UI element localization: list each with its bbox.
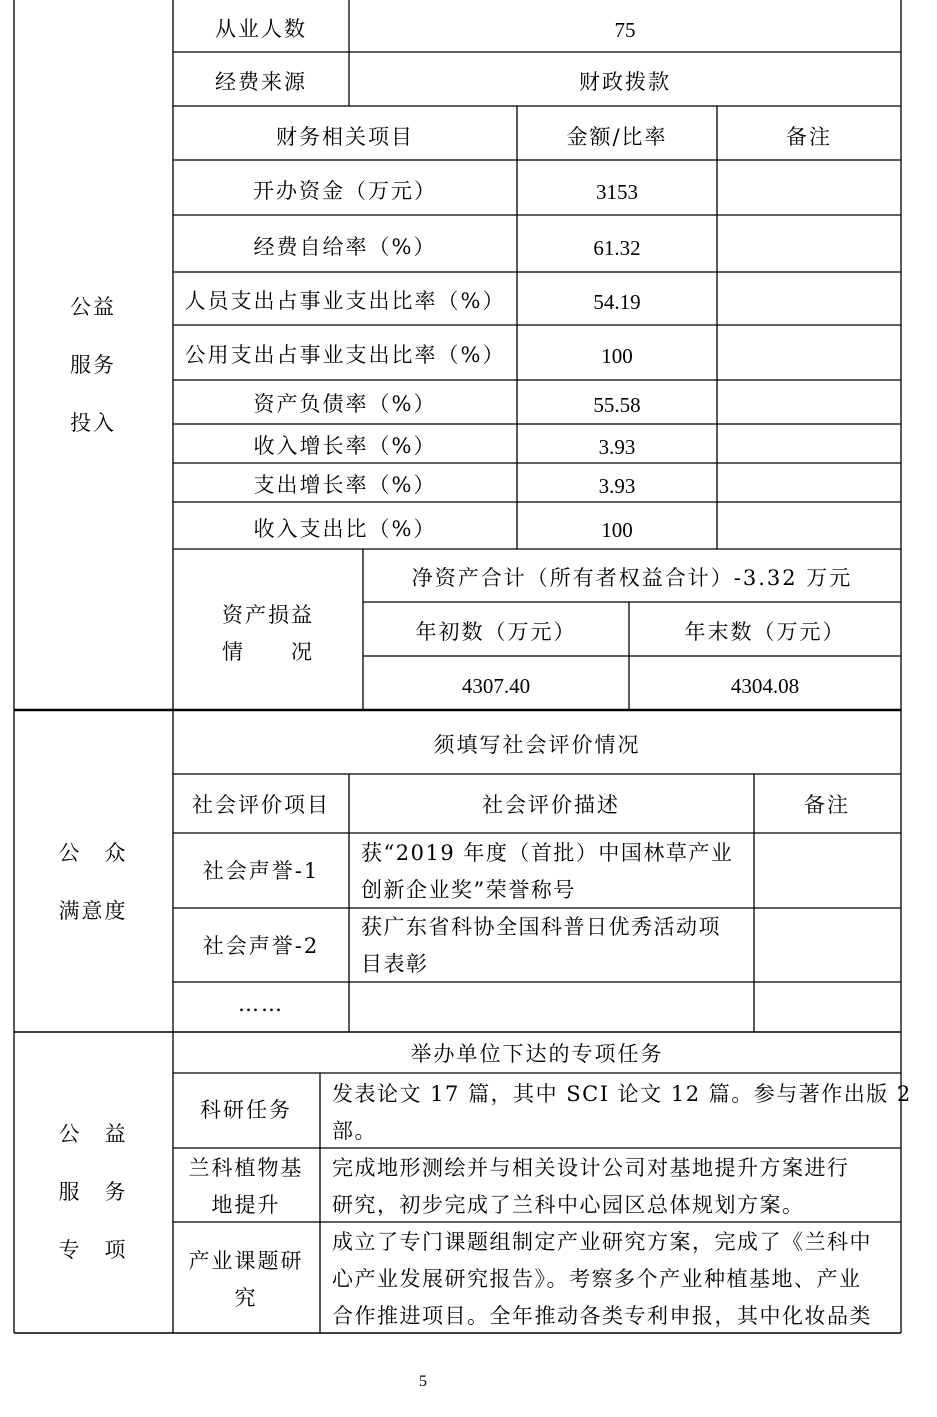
fin-row-value: 3.93 bbox=[598, 435, 636, 459]
task-item-line: 产业课题研 bbox=[188, 1249, 304, 1273]
satisfaction-title: 须填写社会评价情况 bbox=[433, 733, 641, 757]
fin-row-value: 3.93 bbox=[598, 474, 636, 498]
fin-row-value: 61.32 bbox=[593, 236, 641, 260]
eval-row-item: 社会声誉-2 bbox=[202, 934, 320, 958]
task-desc-line: 完成地形测绘并与相关设计公司对基地提升方案进行 bbox=[332, 1156, 850, 1180]
task-desc-line: 心产业发展研究报告》。考察多个产业种植基地、产业 bbox=[332, 1267, 862, 1291]
net-assets-total: 净资产合计（所有者权益合计）-3.32 万元 bbox=[411, 566, 853, 590]
task-desc-line: 成立了专门课题组制定产业研究方案，完成了《兰科中 bbox=[332, 1230, 872, 1254]
task-desc-line: 研究，初步完成了兰科中心园区总体规划方案。 bbox=[332, 1193, 805, 1217]
fin-row-item: 开办资金（万元） bbox=[253, 179, 437, 203]
eval-header-item: 社会评价项目 bbox=[192, 793, 330, 817]
eval-header-note: 备注 bbox=[804, 793, 850, 817]
eval-row-desc bbox=[361, 909, 721, 983]
task-desc-line: 发表论文 17 篇，其中 SCI 论文 12 篇。参与著作出版 2 bbox=[332, 1082, 912, 1106]
task-item-line: 兰科植物基 bbox=[188, 1156, 304, 1180]
task-desc-line: 部。 bbox=[332, 1119, 377, 1143]
eval-desc-line: 目表彰 bbox=[361, 952, 429, 976]
task-desc bbox=[332, 1150, 850, 1224]
year-end-value: 4304.08 bbox=[730, 674, 800, 698]
funding-source-label: 经费来源 bbox=[215, 70, 307, 94]
asset-label-line: 资产损益 bbox=[222, 603, 314, 627]
fin-row-item: 收入支出比（%） bbox=[253, 517, 437, 541]
section-label-line: 公 众 bbox=[58, 841, 128, 865]
task-item bbox=[189, 1150, 304, 1224]
section-label-line: 公 益 bbox=[58, 1122, 128, 1146]
task-desc bbox=[332, 1076, 912, 1150]
year-start-label: 年初数（万元） bbox=[415, 620, 577, 644]
fin-row-item: 收入增长率（%） bbox=[253, 434, 437, 458]
staff-count-label: 从业人数 bbox=[215, 17, 307, 41]
fin-row-value: 100 bbox=[601, 344, 633, 368]
fin-header-item: 财务相关项目 bbox=[276, 125, 414, 149]
section-label-line: 公益 bbox=[70, 295, 116, 319]
task-item bbox=[189, 1243, 304, 1317]
fin-row-item: 经费自给率（%） bbox=[253, 235, 437, 259]
fin-row-value: 3153 bbox=[596, 180, 638, 204]
year-end-label: 年末数（万元） bbox=[684, 620, 846, 644]
fin-row-item: 资产负债率（%） bbox=[253, 392, 437, 416]
staff-count-value: 75 bbox=[614, 18, 636, 42]
asset-label-line: 情 况 bbox=[222, 640, 314, 664]
year-start-value: 4307.40 bbox=[461, 674, 531, 698]
fin-row-value: 54.19 bbox=[593, 290, 641, 314]
task-item-line: 地提升 bbox=[211, 1193, 281, 1217]
page-number: 5 bbox=[419, 1373, 427, 1390]
fin-header-note: 备注 bbox=[786, 125, 832, 149]
fin-row-item: 支出增长率（%） bbox=[253, 473, 437, 497]
task-item-line: 科研任务 bbox=[200, 1098, 292, 1122]
section-label-investment bbox=[70, 278, 116, 452]
section-label-line: 满意度 bbox=[58, 899, 128, 923]
fin-row-item: 人员支出占事业支出比率（%） bbox=[184, 289, 506, 313]
eval-row-item: …… bbox=[238, 992, 284, 1016]
task-item bbox=[200, 1092, 292, 1129]
section-label-satisfaction bbox=[59, 824, 128, 940]
task-desc-line: 合作推进项目。全年推动各类专利申报，其中化妆品类 bbox=[332, 1304, 872, 1328]
fin-row-value: 55.58 bbox=[593, 393, 641, 417]
asset-label bbox=[222, 597, 314, 671]
special-title: 举办单位下达的专项任务 bbox=[410, 1042, 664, 1066]
eval-desc-line: 获广东省科协全国科普日优秀活动项 bbox=[361, 915, 721, 939]
eval-row-desc bbox=[361, 835, 733, 909]
task-desc bbox=[332, 1224, 872, 1335]
eval-header-desc: 社会评价描述 bbox=[482, 793, 620, 817]
section-label-special bbox=[59, 1105, 128, 1279]
eval-row-item: 社会声誉-1 bbox=[202, 859, 320, 883]
fin-row-item: 公用支出占事业支出比率（%） bbox=[184, 343, 506, 367]
fin-header-amount: 金额/比率 bbox=[566, 125, 668, 149]
section-label-line: 服 务 bbox=[58, 1180, 128, 1204]
eval-desc-line: 获“2019 年度（首批）中国林草产业 bbox=[361, 841, 734, 865]
section-label-line: 专 项 bbox=[58, 1238, 128, 1262]
section-label-line: 投入 bbox=[70, 411, 116, 435]
funding-source-value: 财政拨款 bbox=[579, 70, 671, 94]
fin-row-value: 100 bbox=[601, 518, 633, 542]
task-item-line: 究 bbox=[234, 1286, 258, 1310]
eval-desc-line: 创新企业奖”荣誉称号 bbox=[361, 878, 576, 902]
section-label-line: 服务 bbox=[70, 353, 116, 377]
